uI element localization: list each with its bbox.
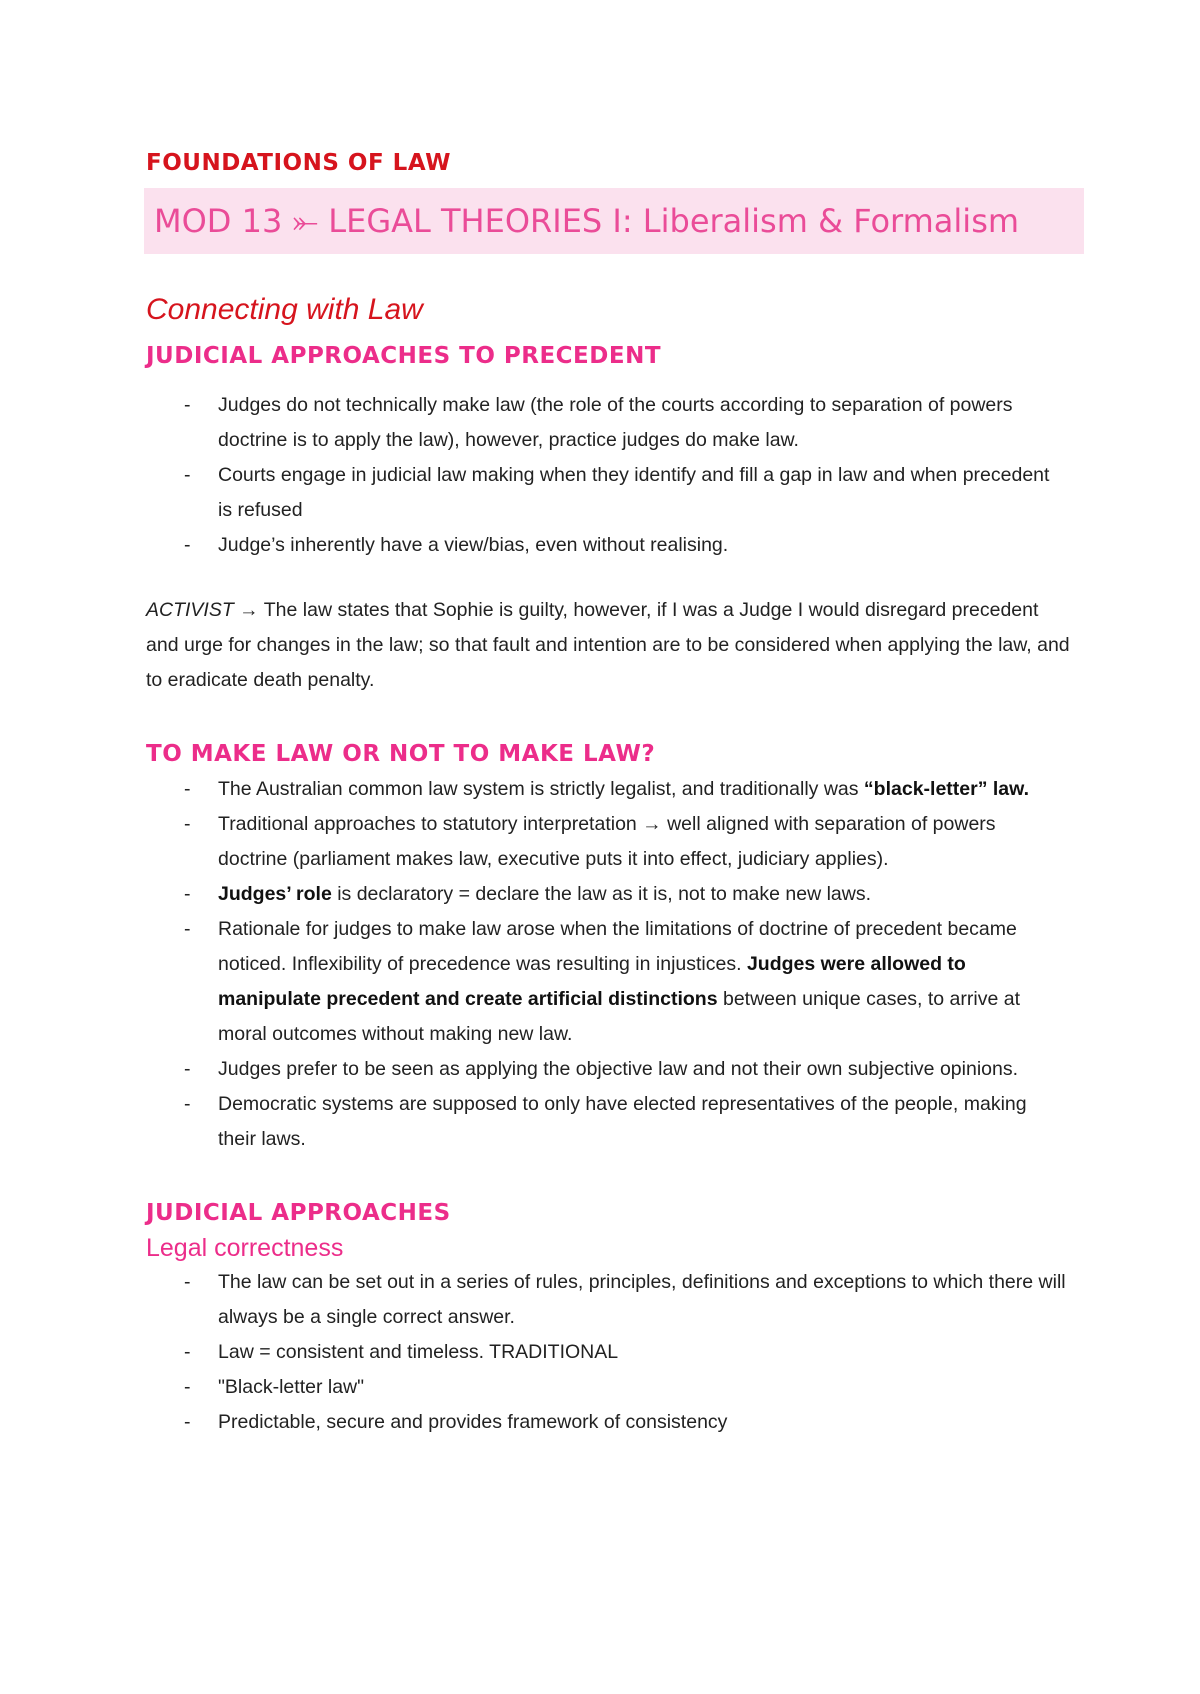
list-item: - Democratic systems are supposed to only have elected representatives of the people, making their laws. [146, 1087, 1066, 1157]
list-item: - Judges do not technically make law (the role of the courts according to separation of powers doctrine is to apply the law), however, practice judges do make law. [146, 388, 1066, 458]
dash-bullet: - [184, 394, 191, 416]
module-title-banner: MOD 13 ⤜ LEGAL THEORIES I: Liberalism & Formalism [144, 188, 1084, 254]
dash-bullet: - [184, 883, 191, 905]
dash-bullet: - [184, 534, 191, 556]
section-title: Connecting with Law [146, 293, 423, 326]
list-item: - The law can be set out in a series of rules, principles, definitions and exceptions to which there will always be a single correct answer. [146, 1265, 1066, 1335]
dash-bullet: - [184, 1093, 191, 1115]
subheading-legal-correctness: Legal correctness [146, 1234, 344, 1262]
dash-bullet: - [184, 918, 191, 940]
activist-label: ACTIVIST [146, 599, 234, 621]
course-title: FOUNDATIONS OF LAW [146, 150, 451, 176]
dash-bullet: - [184, 1058, 191, 1080]
heading-judicial-approaches-to-precedent: JUDICIAL APPROACHES TO PRECEDENT [146, 343, 662, 369]
legal-correctness-bullet-list [146, 1265, 1066, 1440]
make-law-bullet-list [146, 772, 1066, 1157]
list-item: - Law = consistent and timeless. TRADITIONAL [146, 1335, 1066, 1370]
list-item: - Rationale for judges to make law arose when the limitations of doctrine of precedent became noticed. Inflexibility of precedence was resulting in injustices. Judges were allowed to manipulate precedent and create artificial distinctions between unique cases, to arrive at moral outcomes without making new law. [146, 912, 1066, 1052]
list-item: - Predictable, secure and provides framework of consistency [146, 1405, 1066, 1440]
dash-bullet: - [184, 1411, 191, 1433]
dash-bullet: - [184, 778, 191, 800]
list-item: - Judges’ role is declaratory = declare the law as it is, not to make new laws. [146, 877, 1066, 912]
dash-bullet: - [184, 464, 191, 486]
list-item: - "Black-letter law" [146, 1370, 1066, 1405]
precedent-bullet-list [146, 388, 1066, 563]
heading-judicial-approaches: JUDICIAL APPROACHES [146, 1200, 451, 1226]
list-item: - Traditional approaches to statutory interpretation → well aligned with separation of powers doctrine (parliament makes law, executive puts it into effect, judiciary applies). [146, 807, 1066, 877]
list-item: - Judge’s inherently have a view/bias, even without realising. [146, 528, 1066, 563]
dash-bullet: - [184, 813, 191, 835]
list-item: - Judges prefer to be seen as applying the objective law and not their own subjective opinions. [146, 1052, 1066, 1087]
dash-bullet: - [184, 1341, 191, 1363]
dash-bullet: - [184, 1376, 191, 1398]
heading-to-make-law: TO MAKE LAW OR NOT TO MAKE LAW? [146, 741, 656, 767]
activist-paragraph: ACTIVIST → The law states that Sophie is guilty, however, if I was a Judge I would disregard precedent and urge for changes in the law; so that fault and intention are to be considered when applying the law, and to eradicate death penalty. [146, 599, 1070, 691]
list-item: - The Australian common law system is strictly legalist, and traditionally was “black-letter” law. [146, 772, 1066, 807]
dash-bullet: - [184, 1271, 191, 1293]
list-item: - Courts engage in judicial law making when they identify and fill a gap in law and when precedent is refused [146, 458, 1066, 528]
